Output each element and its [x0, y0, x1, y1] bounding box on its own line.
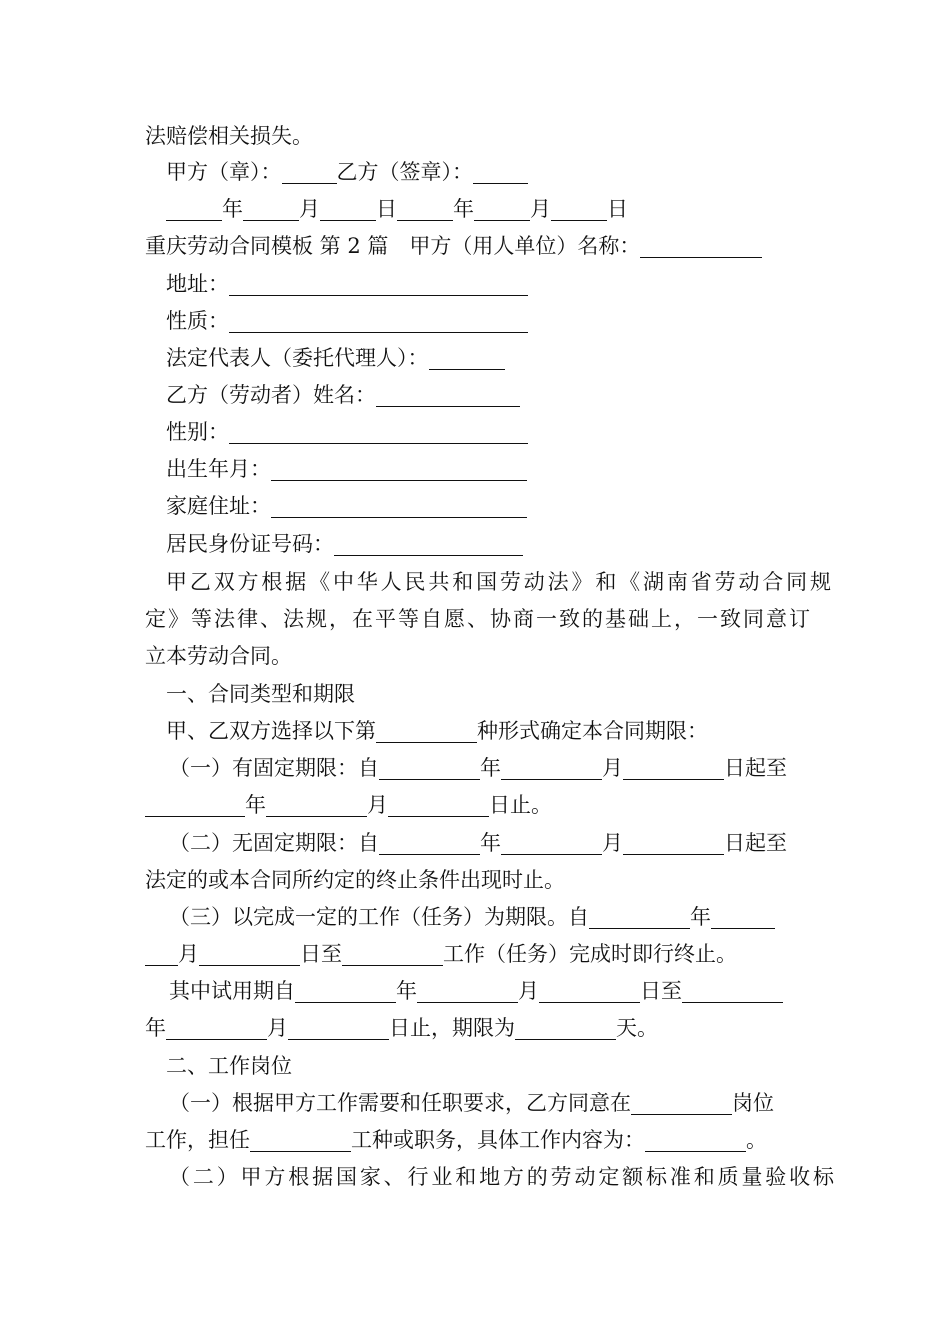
- blank-field: [645, 1125, 746, 1152]
- field-line: [145, 340, 831, 377]
- section-heading: [145, 228, 810, 265]
- blank-field: [623, 828, 724, 855]
- text-segment: （一）根据甲方工作需要和任职要求，乙方同意在: [169, 1091, 631, 1115]
- text-segment: 种形式确定本合同期限：: [477, 719, 708, 743]
- blank-field: [271, 454, 527, 481]
- text-segment: 日起至: [724, 756, 787, 780]
- field-line: [145, 526, 831, 563]
- text-segment: 日止，期限为: [389, 1016, 515, 1040]
- text-segment: 其中试用期自: [169, 979, 295, 1003]
- blank-field: [640, 231, 762, 258]
- blank-field: [376, 380, 520, 407]
- field-label: 乙方（劳动者）姓名：: [166, 383, 376, 407]
- field-label: 性别：: [166, 420, 229, 444]
- field-line: [145, 451, 831, 488]
- text-segment: 。: [746, 1128, 767, 1152]
- field-label: 地址：: [166, 272, 229, 296]
- blank-field: [711, 902, 775, 929]
- field-label: 家庭住址：: [166, 494, 271, 518]
- paragraph-line: [145, 1010, 810, 1047]
- blank-field: [417, 976, 518, 1003]
- paragraph-line: （二）甲方根据国家、行业和地方的劳动定额标准和质量验收标: [169, 1165, 834, 1189]
- blank-field: [288, 1013, 389, 1040]
- field-label: 性质：: [166, 309, 229, 333]
- text-segment: 月: [367, 793, 388, 817]
- text-segment: 月: [299, 197, 320, 221]
- blank-field: [266, 790, 367, 817]
- text-segment: 年: [245, 793, 266, 817]
- paragraph-line: [145, 973, 834, 1010]
- blank-field: [166, 1013, 267, 1040]
- text-segment: 日起至: [724, 831, 787, 855]
- field-line: [145, 303, 831, 340]
- text-segment: 月: [518, 979, 539, 1003]
- blank-field: [295, 976, 396, 1003]
- paragraph-line: [145, 1085, 834, 1122]
- blank-field: [474, 194, 530, 221]
- blank-field: [501, 828, 602, 855]
- paragraph-line: [145, 1122, 810, 1159]
- blank-field: [342, 939, 443, 966]
- text-segment: 日: [607, 197, 628, 221]
- date-line: [145, 191, 831, 228]
- text-segment: 年: [145, 1016, 166, 1040]
- field-label: 法定代表人（委托代理人）：: [166, 346, 429, 370]
- text-segment: 乙方（签章）：: [336, 160, 473, 184]
- blank-field: [379, 828, 480, 855]
- blank-field: [631, 1088, 732, 1115]
- text-segment: （一）有固定期限：自: [169, 756, 379, 780]
- blank-field: [379, 753, 480, 780]
- blank-field: [397, 194, 453, 221]
- blank-field: [199, 939, 300, 966]
- blank-field: [166, 194, 222, 221]
- text-segment: 日至: [300, 942, 342, 966]
- blank-field: [551, 194, 607, 221]
- text-segment: 年: [453, 197, 474, 221]
- blank-field: [271, 491, 527, 518]
- paragraph-line: 定》等法律、法规，在平等自愿、协商一致的基础上，一致同意订: [145, 607, 810, 631]
- blank-field: [376, 716, 477, 743]
- text-segment: 工种或职务，具体工作内容为：: [351, 1128, 645, 1152]
- paragraph-line: [145, 899, 834, 936]
- text-segment: 日止。: [489, 793, 552, 817]
- blank-field: [623, 753, 724, 780]
- text-segment: 重庆劳动合同模板 第 2 篇 甲方（用人单位）名称：: [145, 234, 641, 258]
- text-segment: 日至: [640, 979, 682, 1003]
- blank-field: [145, 790, 245, 817]
- blank-field: [229, 306, 528, 333]
- blank-field: [250, 1125, 351, 1152]
- clause-heading: 二、工作岗位: [166, 1054, 292, 1078]
- text-segment: 甲方（章）：: [166, 160, 282, 184]
- paragraph-line: 立本劳动合同。: [145, 644, 292, 668]
- signature-line: [145, 154, 831, 191]
- paragraph-line: [145, 750, 834, 787]
- blank-field: [145, 939, 178, 966]
- blank-field: [282, 157, 337, 184]
- blank-field: [501, 753, 602, 780]
- paragraph-line: [145, 713, 831, 750]
- paragraph-line: [145, 787, 810, 824]
- text-segment: 月: [602, 831, 623, 855]
- text-segment: 甲、乙双方选择以下第: [166, 719, 376, 743]
- text-segment: 年: [480, 831, 501, 855]
- blank-field: [229, 417, 528, 444]
- field-line: [145, 488, 831, 525]
- paragraph-line: [145, 936, 810, 973]
- paragraph-line: [145, 825, 834, 862]
- blank-field: [539, 976, 640, 1003]
- text-segment: 月: [178, 942, 199, 966]
- blank-field: [243, 194, 299, 221]
- field-label: 出生年月：: [166, 457, 271, 481]
- paragraph-line: 法定的或本合同所约定的终止条件出现时止。: [145, 868, 565, 892]
- text-segment: （二）无固定期限：自: [169, 831, 379, 855]
- blank-field: [682, 976, 783, 1003]
- text-segment: 月: [267, 1016, 288, 1040]
- text-segment: （三）以完成一定的工作（任务）为期限。自: [169, 905, 589, 929]
- blank-field: [429, 343, 505, 370]
- text-segment: 工作（任务）完成时即行终止。: [443, 942, 737, 966]
- text-segment: 年: [396, 979, 417, 1003]
- text-segment: 天。: [616, 1016, 658, 1040]
- blank-field: [388, 790, 489, 817]
- blank-field: [229, 269, 528, 296]
- text-segment: 日: [376, 197, 397, 221]
- blank-field: [334, 529, 523, 556]
- text-segment: 岗位: [732, 1091, 774, 1115]
- text-segment: 月: [602, 756, 623, 780]
- text-segment: 法赔偿相关损失。: [145, 124, 313, 148]
- blank-field: [589, 902, 690, 929]
- blank-field: [515, 1013, 616, 1040]
- field-label: 居民身份证号码：: [166, 532, 334, 556]
- text-segment: 月: [530, 197, 551, 221]
- text-line: [145, 118, 810, 155]
- blank-field: [473, 157, 528, 184]
- text-segment: 年: [480, 756, 501, 780]
- field-line: [145, 414, 831, 451]
- text-segment: 工作，担任: [145, 1128, 250, 1152]
- text-segment: 年: [222, 197, 243, 221]
- field-line: [145, 266, 831, 303]
- clause-heading: 一、合同类型和期限: [166, 682, 355, 706]
- blank-field: [320, 194, 376, 221]
- paragraph-line: 甲乙双方根据《中华人民共和国劳动法》和《湖南省劳动合同规: [166, 570, 831, 594]
- field-line: [145, 377, 831, 414]
- text-segment: 年: [690, 905, 711, 929]
